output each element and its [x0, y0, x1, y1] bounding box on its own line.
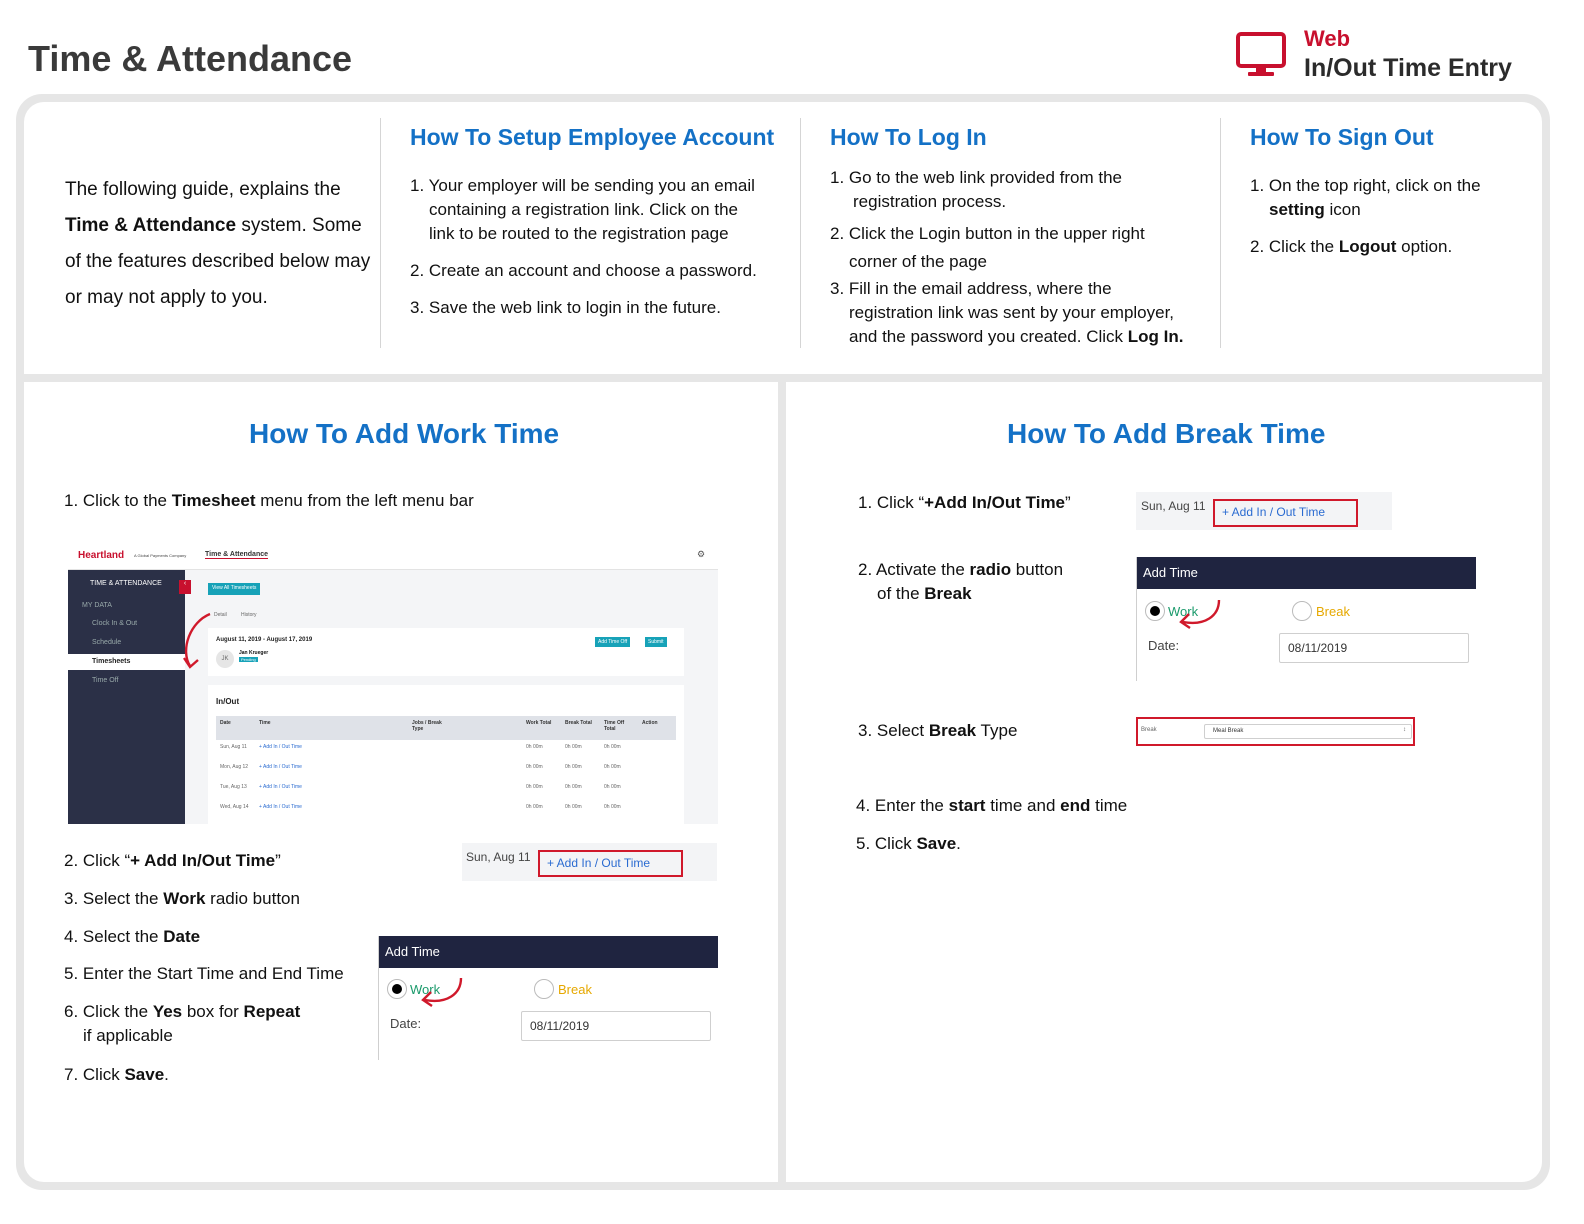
work-heading: How To Add Work Time — [249, 418, 560, 449]
sidebar-item-timesheets[interactable]: Timesheets — [68, 654, 185, 670]
select-chevron-icon: ↕ — [1403, 727, 1406, 733]
work-step-3: 3. Select the Work radio button — [64, 889, 300, 908]
table-cell: 0h 00m — [526, 744, 543, 750]
add-time-dialog — [1136, 557, 1475, 681]
arrow-annotation-icon — [1175, 598, 1225, 632]
table-header-cell: Time — [259, 720, 271, 726]
table-cell: 0h 00m — [604, 744, 621, 750]
my-data[interactable]: MY DATA — [82, 602, 112, 609]
work-radio[interactable] — [387, 979, 407, 999]
table-header-cell: Work Total — [526, 720, 552, 726]
avatar: JK — [216, 650, 234, 668]
setup-step-1: 1. Your employer will be sending you an email containing a registration link. Click on the link to be routed to the registration page — [410, 176, 755, 243]
table-cell[interactable]: + Add In / Out Time — [259, 764, 302, 770]
range-card — [208, 628, 684, 676]
day-label: Sun, Aug 11 — [1141, 499, 1206, 513]
break-label: Break — [558, 982, 592, 997]
table-cell: Mon, Aug 12 — [220, 764, 249, 770]
setup-heading: How To Setup Employee Account — [410, 124, 775, 150]
date-range: August 11, 2019 - August 17, 2019 — [216, 637, 313, 643]
add-inout-link[interactable]: + Add In / Out Time — [1222, 505, 1326, 519]
table-cell: 0h 00m — [604, 764, 621, 770]
table-cell: 0h 00m — [526, 764, 543, 770]
brand-subtitle: In/Out Time Entry — [1304, 54, 1512, 82]
break-heading: How To Add Break Time — [1007, 418, 1326, 449]
work-label: Work — [410, 982, 441, 997]
view-all-button[interactable]: View All Timesheets — [208, 583, 260, 595]
signout-step-2: 2. Click the Logout option. — [1250, 237, 1453, 256]
table-header-cell: Date — [220, 720, 231, 726]
heartland-logo: Heartland — [78, 550, 125, 561]
collapse-icon[interactable]: ‹ — [179, 580, 191, 594]
timesheet-screenshot — [68, 540, 718, 824]
break-type-select[interactable]: Meal Break — [1204, 724, 1412, 739]
table-cell: Wed, Aug 14 — [220, 804, 249, 810]
table-cell: Tue, Aug 13 — [220, 784, 247, 790]
work-step-1: 1. Click to the Timesheet menu from the left menu bar — [64, 491, 474, 510]
break-step-1: 1. Click “+Add In/Out Time” — [858, 493, 1071, 512]
signout-step-1: 1. On the top right, click on the setting icon — [1250, 176, 1481, 219]
divider — [800, 118, 801, 348]
login-step-1: 1. Go to the web link provided from the registration process. — [830, 168, 1122, 211]
break-radio[interactable] — [1292, 601, 1312, 621]
login-step-3: 3. Fill in the email address, where the registration link was sent by your employer, and the password you created. Click Log In. — [830, 279, 1184, 346]
table-cell: Sun, Aug 11 — [220, 744, 247, 750]
app-tab[interactable]: Time & Attendance — [205, 551, 269, 558]
table-cell: 0h 00m — [565, 784, 582, 790]
status-badge: Pending — [241, 657, 256, 662]
dialog-title: Add Time — [1137, 557, 1476, 589]
table-cell: 0h 00m — [565, 744, 582, 750]
add-inout-link[interactable]: + Add In / Out Time — [547, 856, 651, 870]
page-title: Time & Attendance — [28, 38, 353, 79]
table-header-cell: Action — [642, 720, 658, 726]
break-label: Break — [1316, 604, 1350, 619]
table-cell: 0h 00m — [604, 784, 621, 790]
dialog-title: Add Time — [379, 936, 718, 968]
work-step-5: 5. Enter the Start Time and End Time — [64, 964, 344, 983]
signout-heading: How To Sign Out — [1250, 124, 1434, 150]
table-cell: 0h 00m — [565, 764, 582, 770]
work-step-2: 2. Click “+ Add In/Out Time” — [64, 851, 281, 870]
add-time-off-button[interactable]: Add Time Off — [595, 637, 630, 647]
tab-history[interactable]: History — [241, 612, 257, 618]
break-step-3: 3. Select Break Type — [858, 721, 1018, 740]
arrow-annotation-icon — [180, 610, 220, 670]
sidebar-item-timeoff[interactable]: Time Off — [92, 677, 119, 684]
date-label: Date: — [390, 1016, 422, 1031]
add-time-dialog — [378, 936, 717, 1060]
login-heading: How To Log In — [830, 124, 987, 150]
brand-web: Web — [1304, 26, 1351, 51]
work-step-4: 4. Select the Date — [64, 927, 201, 946]
table-cell[interactable]: + Add In / Out Time — [259, 804, 302, 810]
break-step-5: 5. Click Save. — [856, 834, 961, 853]
break-step-2: 2. Activate the radio button of the Break — [858, 560, 1064, 603]
table-cell[interactable]: + Add In / Out Time — [259, 784, 302, 790]
break-step-4: 4. Enter the start time and end time — [856, 796, 1128, 815]
table-cell: 0h 00m — [526, 804, 543, 810]
desktop-monitor-icon — [1236, 32, 1286, 78]
table-cell: 0h 00m — [565, 804, 582, 810]
setup-step-2: 2. Create an account and choose a password. — [410, 261, 757, 280]
logo-sub: A Global Payments Company — [134, 553, 187, 558]
app-header — [68, 540, 718, 570]
day-label: Sun, Aug 11 — [466, 850, 531, 864]
table-header-cell: Jobs / Break Type — [412, 720, 442, 732]
work-step-7: 7. Click Save. — [64, 1065, 169, 1084]
gear-icon[interactable]: ⚙ — [697, 549, 706, 559]
table-header-cell: Time Off Total — [604, 720, 625, 732]
intro-text: The following guide, explains the Time & Attendance system. Some of the features described below may or may not apply to you. — [65, 179, 371, 308]
break-radio[interactable] — [534, 979, 554, 999]
submit-button[interactable]: Submit — [645, 637, 667, 647]
table-header-cell: Break Total — [565, 720, 592, 726]
sidebar-item-schedule[interactable]: Schedule — [92, 639, 122, 646]
work-step-6: 6. Click the Yes box for Repeat if applicable — [64, 1002, 301, 1045]
side-title: TIME & ATTENDANCE — [90, 580, 162, 587]
work-label: Work — [1168, 604, 1199, 619]
break-type-label: Break — [1141, 727, 1157, 733]
inout-title: In/Out — [216, 697, 240, 706]
login-step-2: 2. Click the Login button in the upper right corner of the page — [830, 224, 1145, 271]
sidebar-item-clock[interactable]: Clock In & Out — [92, 620, 138, 627]
date-field[interactable]: 08/11/2019 — [521, 1011, 711, 1041]
divider — [1220, 118, 1221, 348]
setup-step-3: 3. Save the web link to login in the future. — [410, 298, 721, 317]
work-radio[interactable] — [1145, 601, 1165, 621]
app-sidebar — [68, 570, 185, 824]
date-field[interactable]: 08/11/2019 — [1279, 633, 1469, 663]
tab-detail[interactable]: Detail — [214, 612, 227, 618]
date-label: Date: — [1148, 638, 1180, 653]
table-cell[interactable]: + Add In / Out Time — [259, 744, 302, 750]
divider — [380, 118, 381, 348]
employee-name: Jan Krueger — [239, 650, 269, 656]
arrow-annotation-icon — [417, 976, 467, 1010]
table-cell: 0h 00m — [526, 784, 543, 790]
table-cell: 0h 00m — [604, 804, 621, 810]
